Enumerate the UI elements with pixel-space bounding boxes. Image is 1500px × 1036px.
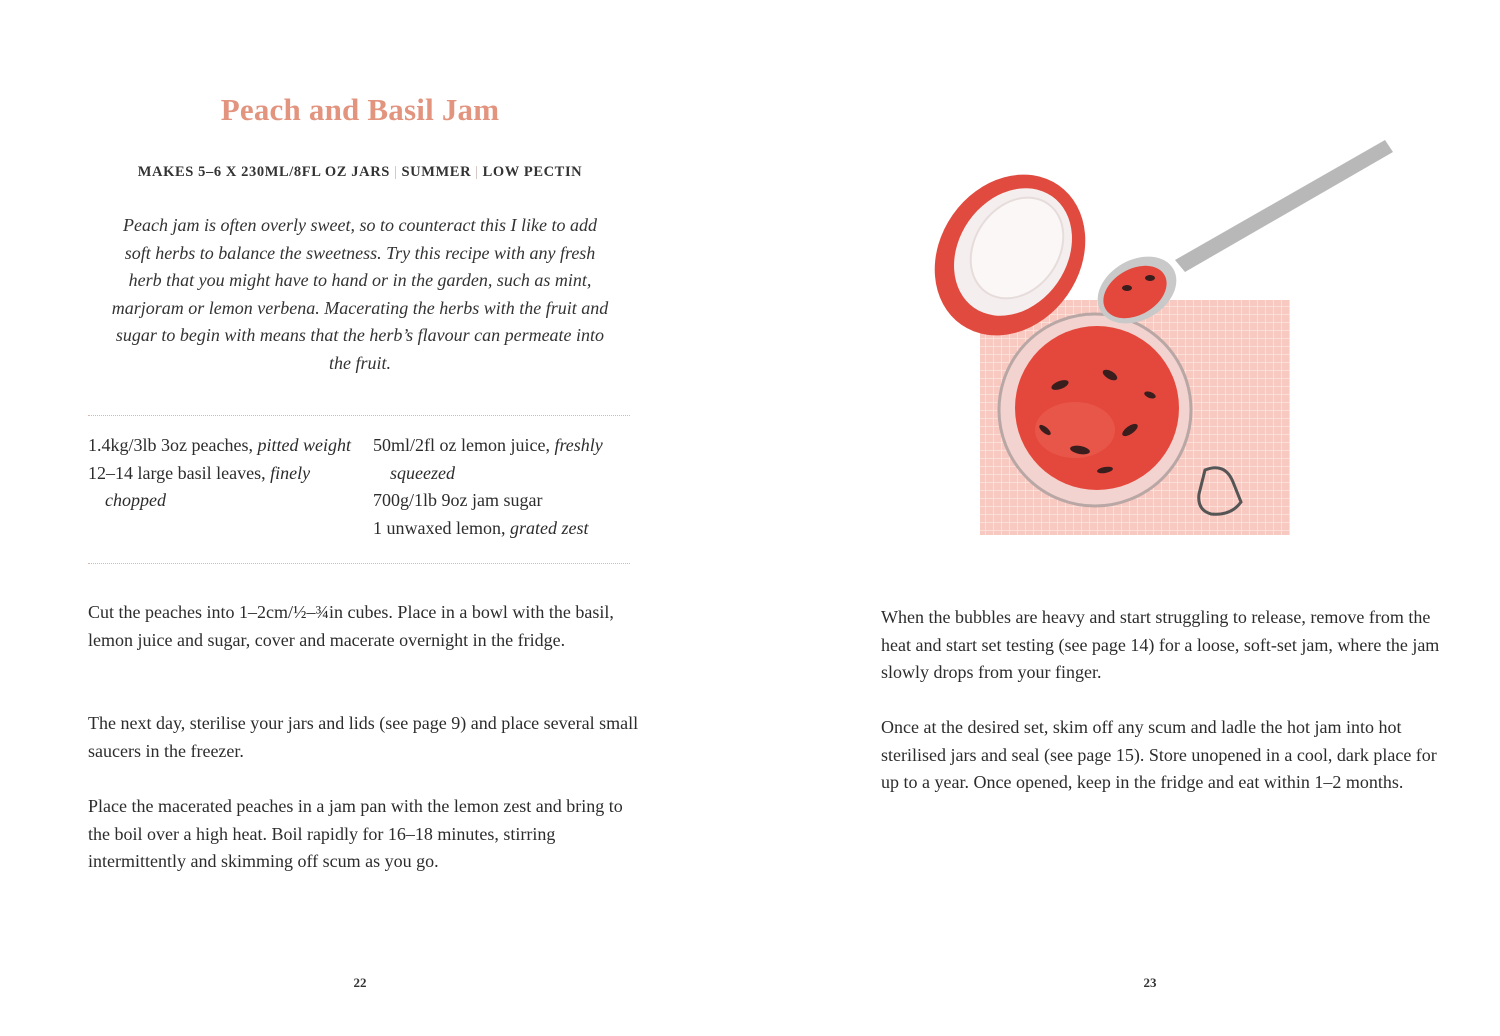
divider-top xyxy=(88,415,630,416)
meta-separator: | xyxy=(393,164,398,180)
ingredient-note: grated zest xyxy=(509,517,589,538)
page-number: 22 xyxy=(353,975,367,990)
meta-separator: | xyxy=(475,164,479,180)
page-number: 23 xyxy=(1143,975,1157,990)
ingredient-note: freshly squeezed xyxy=(390,435,603,483)
recipe-title: Peach and Basil Jam xyxy=(220,92,500,127)
ingredient-item xyxy=(373,487,643,515)
ingredient-note: pitted weight xyxy=(257,435,351,455)
season-label: SUMMER xyxy=(401,164,472,180)
ingredients-column-2 xyxy=(373,432,643,542)
method-step: Cut the peaches into 1–2cm/½–¾in cubes. Place in a bowl with the basil, lemon juice and sugar, cover and macerate overnight in the fridge. xyxy=(88,602,614,650)
ingredient-item xyxy=(88,432,358,460)
jam-jar-with-spoon-illustration xyxy=(905,130,1405,550)
method-step: Once at the desired set, skim off any scum and ladle the hot jam into hot sterilised jars and seal (see page 15). Store unopened in a cool, dark place for up to a year. Once opened, keep in the fridge and eat within 1–2 months. xyxy=(881,717,1437,792)
ingredient-text: 50ml/2fl oz lemon juice, xyxy=(373,435,555,455)
recipe-meta xyxy=(90,164,630,181)
ingredient-text: 1.4kg/3lb 3oz peaches, xyxy=(88,435,258,455)
method-step: When the bubbles are heavy and start struggling to release, remove from the heat and start set testing (see page 14) for a loose, soft-set jam, where the jam slowly drops from your finger. xyxy=(881,607,1440,682)
pectin-label: LOW PECTIN xyxy=(482,164,583,180)
right-page xyxy=(750,0,1500,1036)
ingredient-note: finely chopped xyxy=(105,462,311,510)
ingredient-item xyxy=(373,432,643,487)
method-step: Place the macerated peaches in a jam pan with the lemon zest and bring to the boil over a high heat. Boil rapidly for 16–18 minutes, stirring intermittently and skimming off scum as you go. xyxy=(88,796,623,871)
ingredient-text: 1 unwaxed lemon, xyxy=(373,517,510,538)
yield-label: MAKES 5–6 X 230ML/8FL OZ JARS xyxy=(137,164,390,180)
divider-bottom xyxy=(88,563,630,564)
ingredient-item xyxy=(88,460,358,515)
method-step: The next day, sterilise your jars and lids (see page 9) and place several small saucers in the freezer. xyxy=(88,713,639,761)
ingredient-item xyxy=(373,515,643,543)
ingredient-text: 12–14 large basil leaves, xyxy=(88,462,271,483)
ingredient-text: 700g/1lb 9oz jam sugar xyxy=(373,490,543,510)
ingredients-column-1 xyxy=(88,432,358,515)
recipe-intro: Peach jam is often overly sweet, so to counteract this I like to add soft herbs to balance the sweetness. Try this recipe with any fresh herb that you might have to hand or in the garden, such as mint, marjoram or lemon verbena. Macerating the herbs with the fruit and sugar to begin with means that the herb’s flavour can permeate into the fruit. xyxy=(111,215,609,373)
